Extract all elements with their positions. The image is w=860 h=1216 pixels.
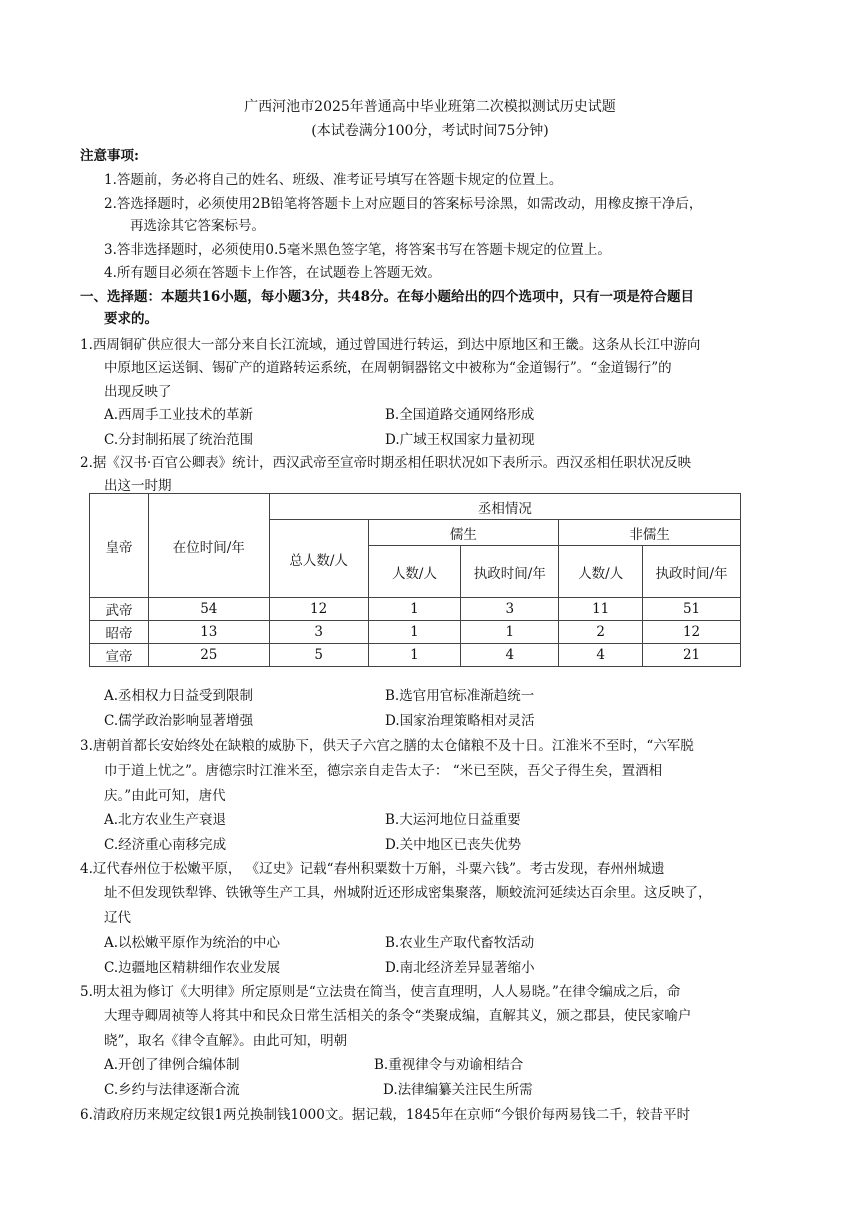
table-cell: 51 (643, 598, 741, 621)
table-cell: 11 (559, 598, 643, 621)
question-1-option-c: C.分封制拓展了统治范围 (104, 432, 254, 448)
table-cell: 4 (461, 644, 559, 667)
table-row (90, 621, 741, 644)
header-nonru-time: 执政时间/年 (643, 546, 741, 598)
table-cell: 4 (559, 644, 643, 667)
note-item: 1.答题前，务必将自己的姓名、班级、准考证号填写在答题卡规定的位置上。 (104, 172, 563, 188)
question-2-option-a: A.丞相权力日益受到限制 (104, 688, 254, 704)
table-cell: 昭帝 (90, 621, 149, 644)
question-3-option-d: D.关中地区已丧失优势 (385, 837, 522, 853)
table-cell: 54 (148, 598, 269, 621)
question-1-option-d: D.广域王权国家力量初现 (385, 432, 535, 448)
table-cell: 12 (269, 598, 368, 621)
question-2-option-d: D.国家治理策略相对灵活 (385, 713, 535, 729)
question-1-line: 出现反映了 (104, 384, 172, 400)
header-chancellor: 丞相情况 (269, 494, 740, 520)
notes-heading: 注意事项: (80, 148, 139, 164)
table-row (90, 598, 741, 621)
question-4-option-a: A.以松嫩平原作为统治的中心 (104, 935, 281, 951)
note-item: 3.答非选择题时，必须使用0.5毫米黑色签字笔，将答案书写在答题卡规定的位置上。 (104, 242, 611, 258)
question-4-option-c: C.边疆地区精耕细作农业发展 (104, 960, 281, 976)
table-cell: 5 (269, 644, 368, 667)
header-total: 总人数/人 (269, 520, 368, 598)
exam-subtitle: (本试卷满分100分，考试时间75分钟) (311, 123, 549, 139)
exam-title: 广西河池市2025年普通高中毕业班第二次模拟测试历史试题 (244, 99, 616, 115)
table-cell: 1 (368, 621, 461, 644)
table-cell: 25 (148, 644, 269, 667)
table-cell: 21 (643, 644, 741, 667)
question-1-option-b: B.全国道路交通网络形成 (385, 407, 535, 423)
header-ru: 儒生 (368, 520, 559, 546)
note-item: 2.答选择题时，必须使用2B铅笔将答题卡上对应题目的答案标号涂黑，如需改动，用橡皮擦干净后， (104, 196, 703, 212)
question-3-line: 3.唐朝首都长安始终处在缺粮的威胁下，供天子六宫之膳的太仓储粮不及十日。江淮米不至时，“六军脱 (80, 738, 694, 754)
table-cell: 3 (269, 621, 368, 644)
question-4-option-d: D.南北经济差异显著缩小 (385, 960, 535, 976)
question-3-line: 巾于道上忧之”。唐德宗时江淮米至，德宗亲自走告太子： “米已至陕，吾父子得生矣，置酒相 (104, 763, 663, 779)
section-heading-cont: 要求的。 (104, 311, 158, 327)
question-4-line: 址不但发现铁犁铧、铁锹等生产工具，州城附近还形成密集聚落，顺蛟流河延续达百余里。这反映了， (104, 885, 712, 901)
table-cell: 1 (368, 598, 461, 621)
table-cell: 1 (461, 621, 559, 644)
table-cell: 宣帝 (90, 644, 149, 667)
table-row (90, 644, 741, 667)
table-cell: 12 (643, 621, 741, 644)
question-3-option-c: C.经济重心南移完成 (104, 837, 227, 853)
note-item: 再选涂其它答案标号。 (130, 218, 265, 234)
question-5-option-d: D.法律编纂关注民生所需 (383, 1082, 533, 1098)
question-3-line: 庆。”由此可知，唐代 (104, 788, 226, 804)
question-2-option-b: B.选官用官标准渐趋统一 (385, 688, 535, 704)
question-4-line: 辽代 (104, 910, 131, 926)
header-emperor: 皇帝 (90, 494, 149, 598)
question-1-line: 1.西周铜矿供应很大一部分来自长江流域，通过曾国进行转运，到达中原地区和王畿。这条从长江中游向 (80, 337, 701, 353)
question-5-option-a: A.开创了律例合编体制 (104, 1057, 240, 1073)
header-reign: 在位时间/年 (148, 494, 269, 598)
chancellor-table (89, 493, 741, 667)
question-5-line: 晓”，取名《律令直解》。由此可知，明朝 (104, 1033, 348, 1049)
question-1-line: 中原地区运送铜、锡矿产的道路转运系统，在周朝铜器铭文中被称为“金道锡行”。“金道锡行”的 (104, 360, 672, 376)
question-4-line: 4.辽代春州位于松嫩平原， 《辽史》记载“春州积粟数十万斛，斗粟六钱”。考古发现，春州州城遗 (80, 861, 665, 877)
question-3-option-b: B.大运河地位日益重要 (385, 812, 521, 828)
question-6-line: 6.清政府历来规定纹银1两兑换制钱1000文。据记载，1845年在京师“今银价每两易钱二千，较昔平时 (80, 1107, 691, 1123)
question-2-option-c: C.儒学政治影响显著增强 (104, 713, 254, 729)
question-3-option-a: A.北方农业生产衰退 (104, 812, 227, 828)
header-ru-count: 人数/人 (368, 546, 461, 598)
table-cell: 2 (559, 621, 643, 644)
header-non-ru: 非儒生 (559, 520, 741, 546)
question-5-line: 大理寺卿周祯等人将其中和民众日常生活相关的条令“类聚成编，直解其义，颁之郡县，使民家喻户 (104, 1008, 692, 1024)
question-4-option-b: B.农业生产取代畜牧活动 (385, 935, 535, 951)
table-cell: 1 (368, 644, 461, 667)
question-5-option-b: B.重视律令与劝谕相结合 (374, 1057, 524, 1073)
header-ru-time: 执政时间/年 (461, 546, 559, 598)
question-5-option-c: C.乡约与法律逐渐合流 (104, 1082, 240, 1098)
table-cell: 3 (461, 598, 559, 621)
header-nonru-count: 人数/人 (559, 546, 643, 598)
question-2-line: 出这一时期 (104, 478, 172, 494)
question-1-option-a: A.西周手工业技术的革新 (104, 407, 254, 423)
question-5-line: 5.明太祖为修订《大明律》所定原则是“立法贵在简当，使言直理明，人人易晓。”在律令编成之后，命 (80, 984, 681, 1000)
note-item: 4.所有题目必须在答题卡上作答，在试题卷上答题无效。 (104, 265, 441, 281)
question-2-line: 2.据《汉书·百官公卿表》统计，西汉武帝至宣帝时期丞相任职状况如下表所示。西汉丞相任职状况反映 (80, 455, 692, 471)
section-heading: 一、选择题：本题共16小题，每小题3分，共48分。在每小题给出的四个选项中，只有一项是符合题目 (80, 289, 694, 305)
table-cell: 13 (148, 621, 269, 644)
table-cell: 武帝 (90, 598, 149, 621)
